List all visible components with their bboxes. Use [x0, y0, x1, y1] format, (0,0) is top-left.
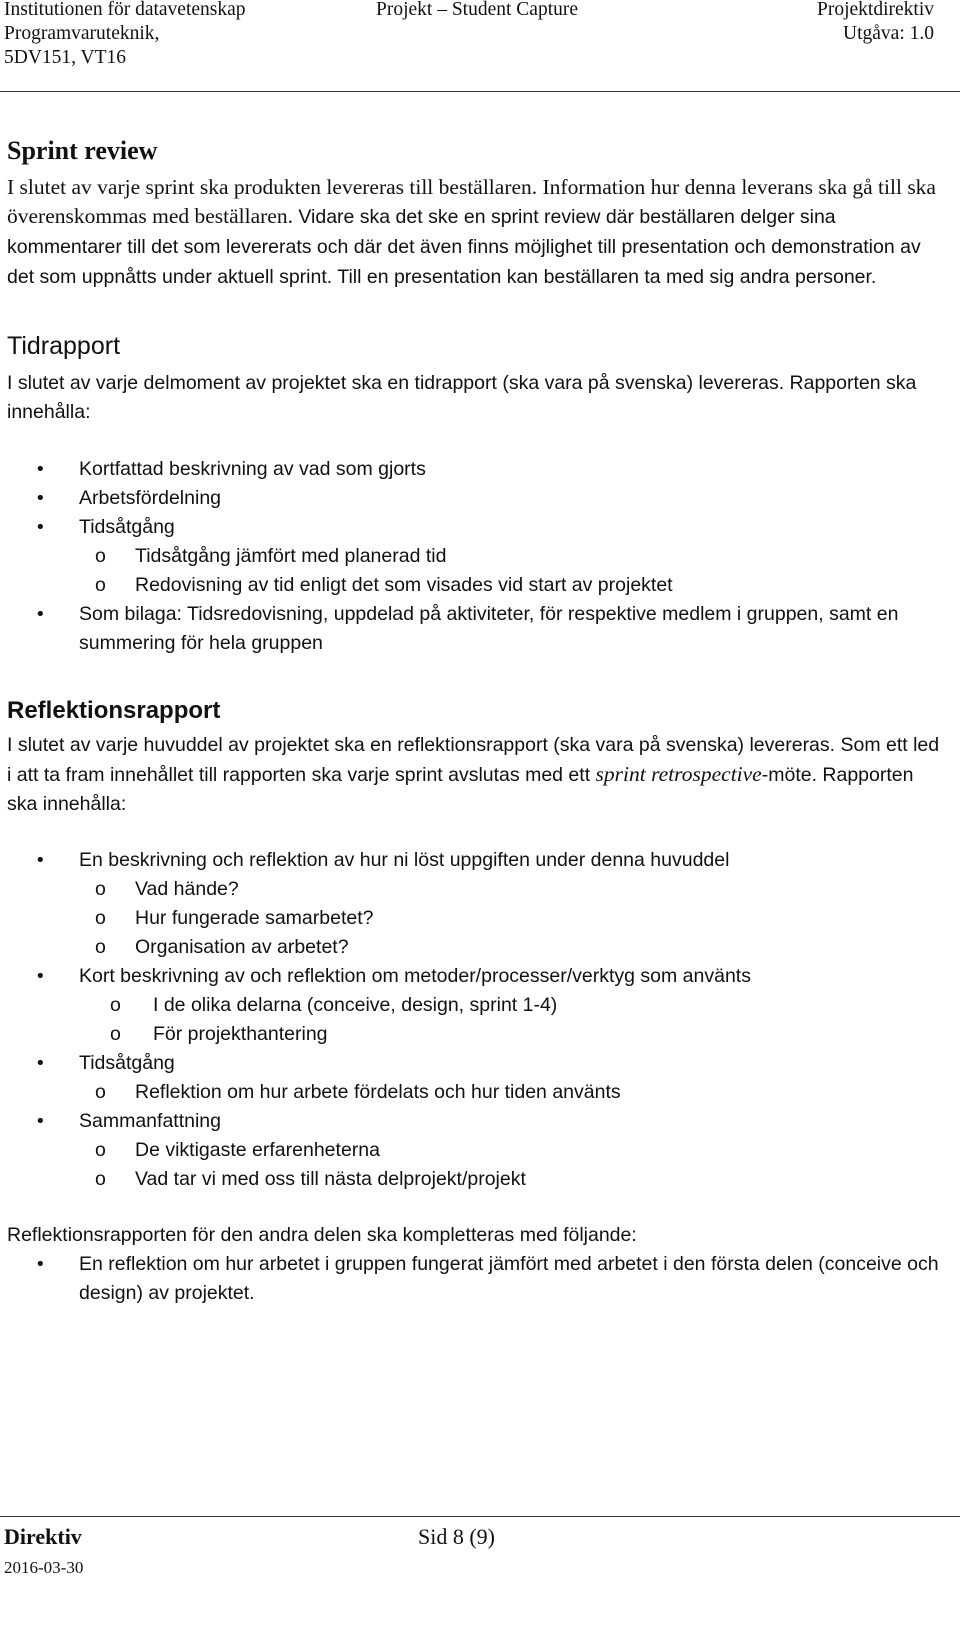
- header-course: 5DV151, VT16: [4, 47, 127, 68]
- list-item: • Arbetsfördelning: [7, 484, 947, 513]
- sprint-review-paragraph: [7, 173, 947, 292]
- sprint-review-text-serif: I slutet av varje sprint ska produkten levereras till beställaren. Information hur denna leverans ska gå till ska överenskommas med beställaren.: [7, 175, 936, 228]
- tidrapport-list: [7, 455, 947, 658]
- header-doc-type: Projektdirektiv: [817, 0, 934, 20]
- sub-list-item: o För projekthantering: [7, 1020, 947, 1049]
- sub-list-item: o De viktigaste erfarenheterna: [7, 1136, 947, 1165]
- sub-list-item: o Reflektion om hur arbete fördelats och hur tiden använts: [7, 1078, 947, 1107]
- sub-list-item: o Vad tar vi med oss till nästa delprojekt/projekt: [7, 1165, 947, 1194]
- sub-list-item: o Vad hände?: [7, 875, 947, 904]
- header-program: Programvaruteknik,: [4, 23, 160, 44]
- sub-list-item: o Organisation av arbetet?: [7, 933, 947, 962]
- tidrapport-intro: I slutet av varje delmoment av projektet ska en tidrapport (ska vara på svenska) levereras. Rapporten ska innehålla:: [7, 372, 917, 423]
- sub-list-item: o Redovisning av tid enligt det som visades vid start av projektet: [7, 571, 947, 600]
- heading-sprint-review: Sprint review: [7, 136, 158, 165]
- list-item: • Som bilaga: Tidsredovisning, uppdelad på aktiviteter, för respektive medlem i gruppen, samt en summering för hela gruppen: [7, 600, 947, 658]
- list-item: • Sammanfattning: [7, 1107, 947, 1136]
- list-item: • En beskrivning och reflektion av hur ni löst uppgiften under denna huvuddel: [7, 846, 947, 875]
- reflektion-intro: [7, 731, 947, 819]
- heading-reflektionsrapport: Reflektionsrapport: [7, 697, 221, 724]
- header-edition: Utgåva: 1.0: [843, 23, 934, 44]
- reflektion-list: [7, 846, 947, 1194]
- header-project: Projekt – Student Capture: [376, 0, 579, 20]
- footer-doc-label: Direktiv: [4, 1524, 82, 1549]
- sub-list-item: o Tidsåtgång jämfört med planerad tid: [7, 542, 947, 571]
- list-item: • En reflektion om hur arbetet i gruppen fungerat jämfört med arbetet i den första delen (conceive och design) av projektet.: [7, 1250, 947, 1308]
- sprint-review-text-sans: Vidare ska det ske en sprint review där beställaren delger sina kommentarer till det som levererats och där det även finns möjlighet till presentation och demonstration av det som uppnåtts under aktuell sprint. Till en presentation kan beställaren ta med sig andra personer.: [7, 206, 921, 288]
- header-rule: [0, 91, 960, 92]
- document-body: [7, 134, 947, 1308]
- page-header: [4, 0, 960, 90]
- footer-rule: [0, 1516, 960, 1517]
- sub-list-item: o Hur fungerade samarbetet?: [7, 904, 947, 933]
- page-number: Sid 8 (9): [418, 1524, 495, 1549]
- reflektion-intro-b: -möte. Rapporten ska innehålla:: [7, 764, 914, 815]
- reflektion-intro-a: I slutet av varje huvuddel av projektet ska en reflektionsrapport (ska vara på svenska) levereras. Som ett led i att ta fram innehållet till rapporten ska varje sprint avslutas med ett: [7, 734, 940, 786]
- reflektion-intro-italic: sprint retrospective: [595, 762, 762, 786]
- sub-list-item: o I de olika delarna (conceive, design, sprint 1-4): [7, 991, 947, 1020]
- reflektion-addendum: Reflektionsrapporten för den andra delen ska kompletteras med följande:: [7, 1224, 637, 1246]
- list-item: • Tidsåtgång: [7, 1049, 947, 1078]
- reflektion-addendum-list: [7, 1250, 947, 1308]
- list-item: • Kortfattad beskrivning av vad som gjorts: [7, 455, 947, 484]
- header-institution: Institutionen för datavetenskap: [4, 0, 246, 20]
- list-item: • Tidsåtgång: [7, 513, 947, 542]
- footer-date: 2016-03-30: [4, 1558, 84, 1577]
- heading-tidrapport: Tidrapport: [7, 332, 121, 360]
- list-item: • Kort beskrivning av och reflektion om metoder/processer/verktyg som använts: [7, 962, 947, 991]
